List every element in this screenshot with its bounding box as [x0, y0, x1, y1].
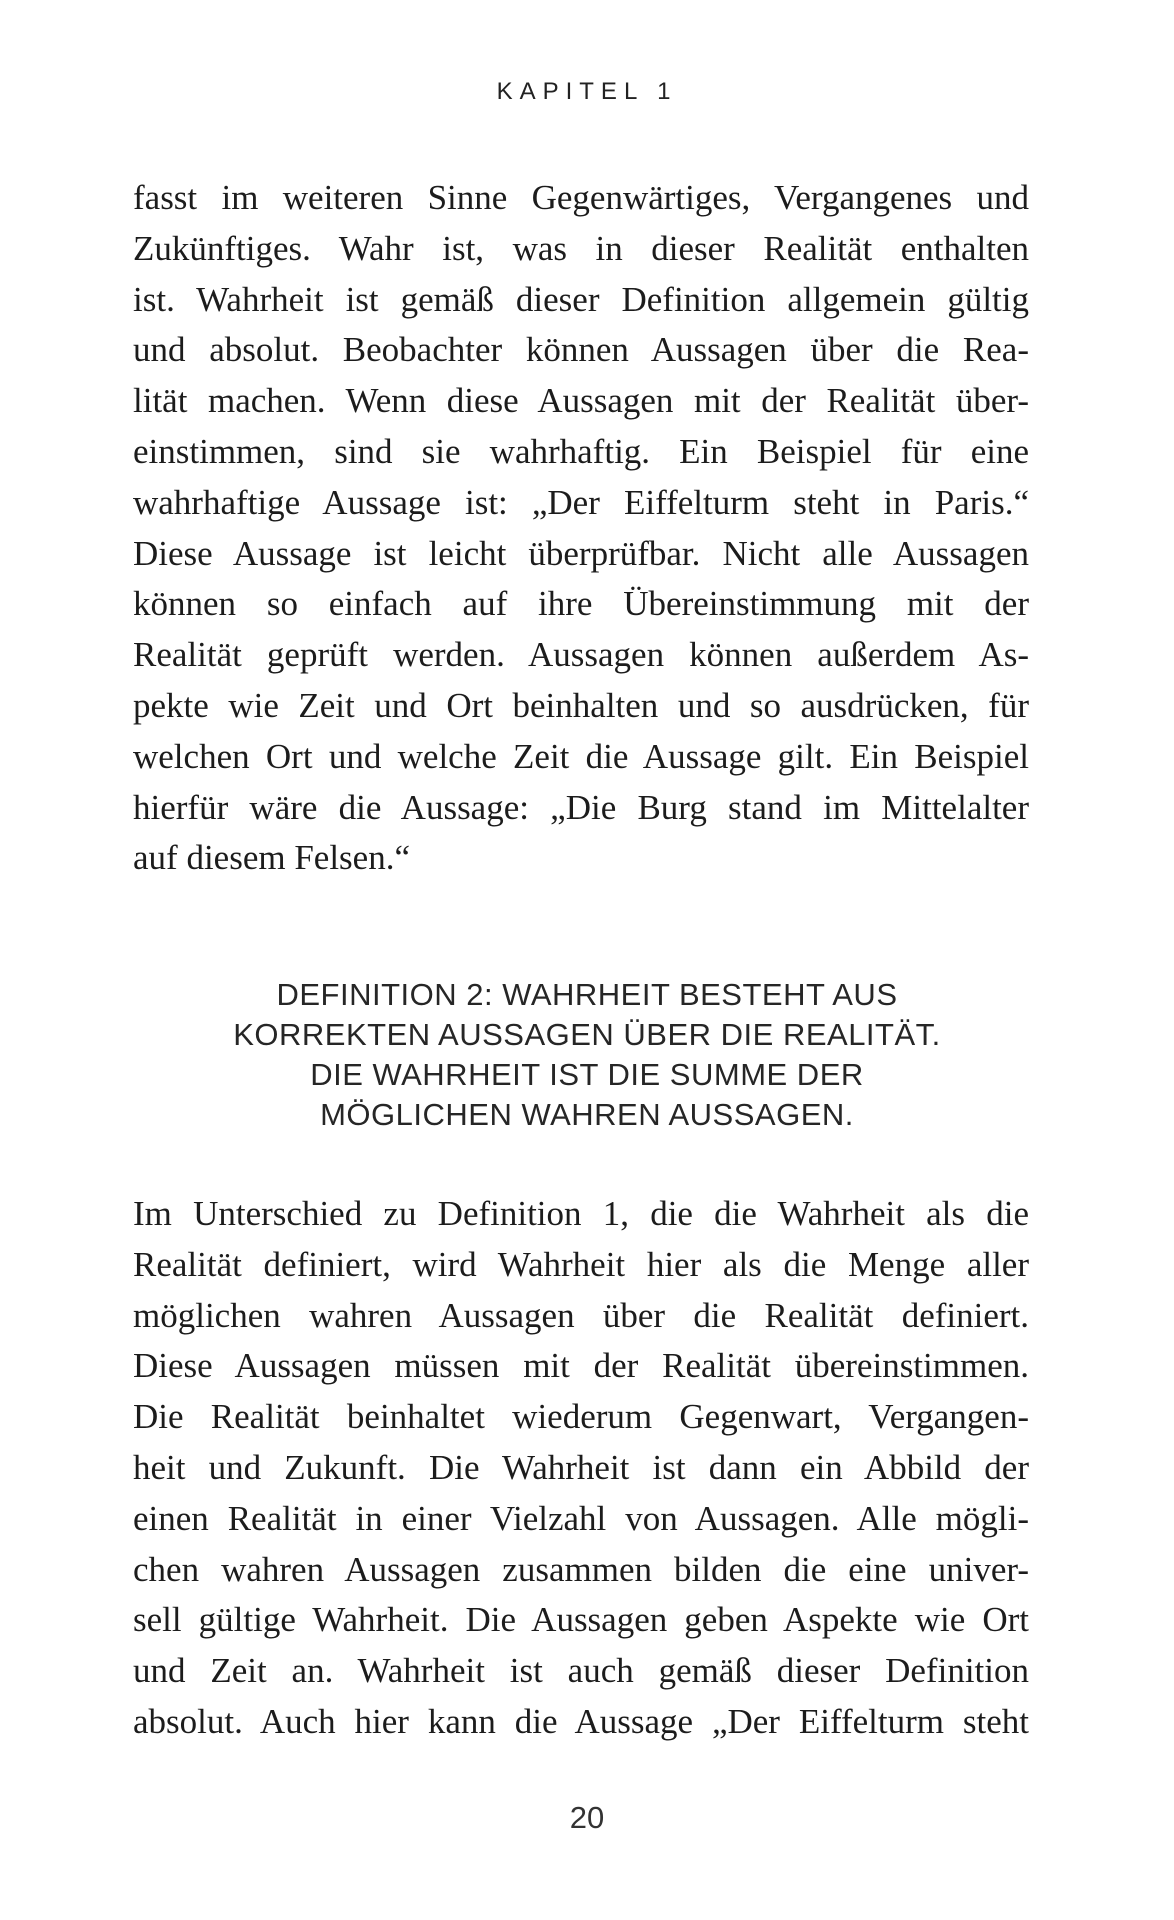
text-line: Realität definiert, wird Wahrheit hier als die Menge aller [133, 1244, 1029, 1284]
page-number: 20 [569, 1800, 605, 1835]
text-line: Diese Aussagen müssen mit der Realität übereinstimmen. [133, 1346, 1029, 1386]
text-line: chen wahren Aussagen zusammen bilden die eine univer- [133, 1549, 1029, 1589]
text-line: Realität geprüft werden. Aussagen können außerdem As- [133, 635, 1029, 675]
text-line: Im Unterschied zu Definition 1, die die Wahrheit als die [133, 1194, 1029, 1233]
definition-line: DIE WAHRHEIT IST DIE SUMME DER [310, 1057, 864, 1092]
running-head: KAPITEL 1 [496, 78, 678, 105]
text-line: absolut. Auch hier kann die Aussage „Der Eiffelturm steht [133, 1701, 1029, 1741]
text-line: sell gültige Wahrheit. Die Aussagen geben Aspekte wie Ort [133, 1600, 1029, 1640]
text-line: Zukünftiges. Wahr ist, was in dieser Realität enthalten [133, 228, 1029, 268]
definition-line: KORREKTEN AUSSAGEN ÜBER DIE REALITÄT. [233, 1017, 941, 1052]
paragraph-2 [133, 1189, 1029, 1748]
text-line: Diese Aussage ist leicht überprüfbar. Nicht alle Aussagen [133, 533, 1029, 573]
definition-callout [133, 975, 1041, 1135]
text-line: wahrhaftige Aussage ist: „Der Eiffelturm steht in Paris.“ [133, 482, 1029, 522]
text-line: Die Realität beinhaltet wiederum Gegenwart, Vergangen- [133, 1397, 1029, 1437]
text-line: einen Realität in einer Vielzahl von Aussagen. Alle mögli- [133, 1498, 1029, 1538]
text-line: auf diesem Felsen.“ [133, 838, 410, 878]
text-line: können so einfach auf ihre Übereinstimmung mit der [133, 584, 1029, 624]
text-line: möglichen wahren Aussagen über die Realität definiert. [133, 1295, 1029, 1335]
text-line: und Zeit an. Wahrheit ist auch gemäß dieser Definition [133, 1651, 1029, 1691]
definition-line: MÖGLICHEN WAHREN AUSSAGEN. [320, 1097, 854, 1132]
text-line: und absolut. Beobachter können Aussagen über die Rea- [133, 330, 1029, 370]
text-line: heit und Zukunft. Die Wahrheit ist dann ein Abbild der [133, 1447, 1029, 1487]
text-line: pekte wie Zeit und Ort beinhalten und so ausdrücken, für [133, 685, 1029, 725]
text-line: hierfür wäre die Aussage: „Die Burg stand im Mittelalter [133, 787, 1029, 827]
definition-line: DEFINITION 2: WAHRHEIT BESTEHT AUS [276, 977, 898, 1012]
text-line: welchen Ort und welche Zeit die Aussage gilt. Ein Beispiel [133, 736, 1029, 776]
text-line: fasst im weiteren Sinne Gegenwärtiges, Vergangenes und [133, 178, 1029, 217]
text-line: lität machen. Wenn diese Aussagen mit der Realität über- [133, 381, 1029, 421]
text-line: ist. Wahrheit ist gemäß dieser Definition allgemein gültig [133, 279, 1029, 319]
text-line: einstimmen, sind sie wahrhaftig. Ein Beispiel für eine [133, 431, 1029, 471]
paragraph-1 [133, 173, 1029, 884]
